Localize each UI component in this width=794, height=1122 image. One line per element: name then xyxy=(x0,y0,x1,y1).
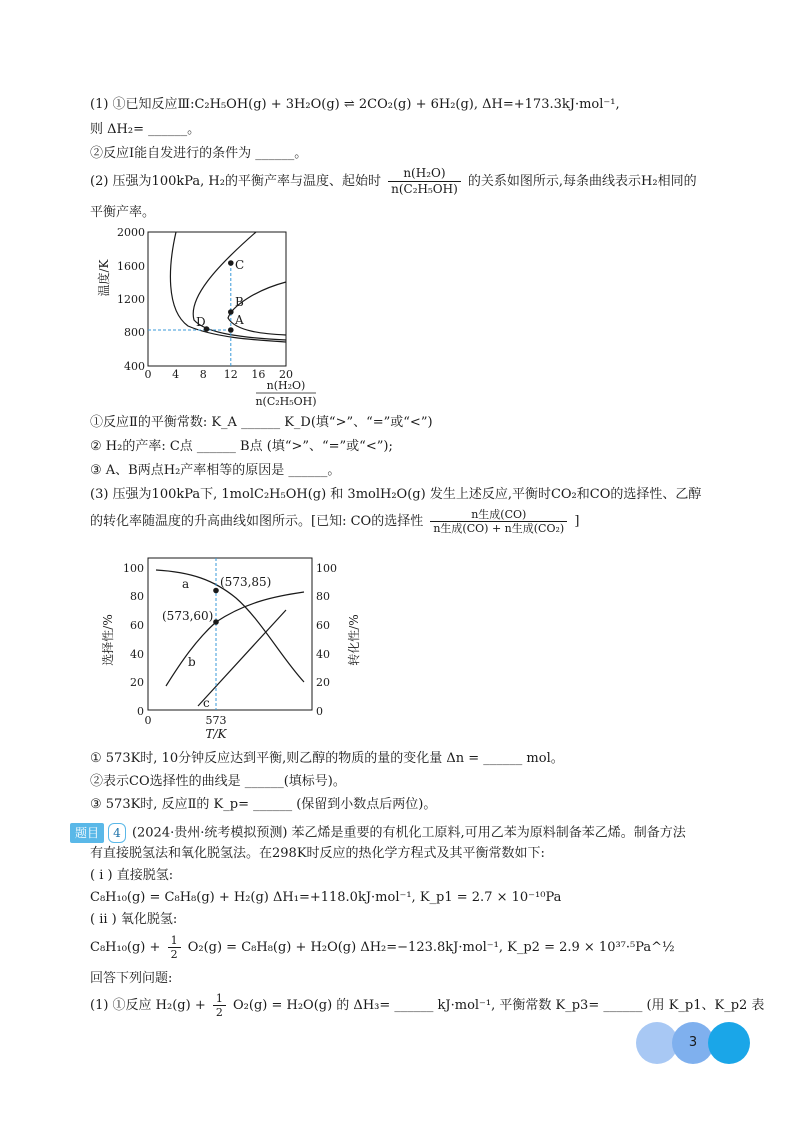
chart2-label-a: a xyxy=(182,577,190,591)
q2-sub-1: ①反应Ⅱ的平衡常数: K_A ______ K_D(填“>”、“=”或“<”) xyxy=(90,415,433,430)
chart2-ytick-right: 0 xyxy=(316,705,323,718)
chart2-ytick-left: 0 xyxy=(137,705,144,718)
ratio-num: n(H₂O) xyxy=(388,166,461,182)
chart2-ylabel-left: 选择性/% xyxy=(101,614,115,666)
q1-line-3: ②反应Ⅰ能自发进行的条件为 ______。 xyxy=(90,146,308,161)
eq2-half xyxy=(168,934,181,961)
q1-part-b: O₂(g) = H₂O(g) 的 ΔH₃= ______ kJ·mol⁻¹, 平衡常数 K_p3= ______ (用 K_p1、K_p2 表 xyxy=(233,998,765,1013)
chart1-point-b xyxy=(228,309,234,315)
chart1-ytick: 400 xyxy=(124,360,145,373)
chart2-xtick-0: 0 xyxy=(144,714,152,727)
chart1-ytick: 1200 xyxy=(117,293,145,306)
chart2-ytick-left: 80 xyxy=(130,590,144,603)
q1-part-a: (1) ①反应 H₂(g) + xyxy=(90,998,206,1013)
problem4-q1 xyxy=(90,988,764,1024)
chart1-xtick: 16 xyxy=(251,368,266,381)
q3-line-2-text: 的转化率随温度的升高曲线如图所示。[已知: CO的选择性 xyxy=(90,514,424,529)
co-selectivity-fraction xyxy=(430,508,567,535)
chart2-annot-85: (573,85) xyxy=(220,575,272,589)
chart1-curve-outer xyxy=(170,232,286,342)
chart2-point-60 xyxy=(213,619,219,625)
q3-line-2-end: ] xyxy=(574,514,580,529)
chart2-point-85 xyxy=(213,588,219,594)
q2-line-2: 平衡产率。 xyxy=(90,205,156,220)
q1-half-num: 1 xyxy=(213,992,226,1006)
chart1-ylabel: 温度/K xyxy=(97,259,111,297)
chart1-label-c: C xyxy=(235,258,245,272)
chart2-ytick-right: 80 xyxy=(316,590,330,603)
q3-line-2 xyxy=(90,502,579,542)
page-number: 3 xyxy=(688,1035,698,1050)
chart-h2-yield xyxy=(96,222,336,412)
chart1-xtick: 12 xyxy=(223,368,238,381)
chart1-label-a: A xyxy=(235,313,244,327)
problem-number: 4 xyxy=(108,823,126,843)
q1-line-2: 则 ΔH₂= ______。 xyxy=(90,122,201,137)
chart1-frame xyxy=(148,232,286,366)
q2-sub-3: ③ A、B两点H₂产率相等的原因是 ______。 xyxy=(90,463,341,478)
ratio-den: n(C₂H₅OH) xyxy=(391,182,458,196)
chart1-xtick: 8 xyxy=(199,368,207,381)
chart2-annot-60: (573,60) xyxy=(162,609,214,623)
q1-half-den: 2 xyxy=(215,1006,223,1019)
q1-line-1: (1) ①已知反应Ⅲ:C₂H₅OH(g) + 3H₂O(g) ⇌ 2CO₂(g) + 6H₂(g), ΔH=+173.3kJ·mol⁻¹, xyxy=(90,97,620,112)
chart1-xlabel-num: n(H₂O) xyxy=(266,379,306,392)
problem4-method-ii: ( ii ) 氧化脱氢: xyxy=(90,912,178,927)
problem4-eq1: C₈H₁₀(g) = C₈H₈(g) + H₂(g) ΔH₁=+118.0kJ·mol⁻¹, K_p1 = 2.7 × 10⁻¹⁰Pa xyxy=(90,890,562,905)
chart1-label-b: B xyxy=(235,295,244,309)
chart1-xtick: 0 xyxy=(144,368,152,381)
chart2-ytick-left: 100 xyxy=(123,562,144,575)
chart2-ytick-right: 60 xyxy=(316,619,330,632)
half-num: 1 xyxy=(168,934,181,948)
q2-intro-a: (2) 压强为100kPa, H₂的平衡产率与温度、起始时 xyxy=(90,174,381,189)
chart1-ytick: 800 xyxy=(124,326,145,339)
chart1-xtick: 4 xyxy=(172,368,180,381)
chart2-xlabel: T/K xyxy=(205,727,227,741)
chart2-label-b: b xyxy=(188,655,196,669)
problem4-eq2 xyxy=(90,930,675,966)
q3-sub-2: ②表示CO选择性的曲线是 ______(填标号)。 xyxy=(90,774,346,789)
eq2-part-a: C₈H₁₀(g) + xyxy=(90,940,161,955)
ratio-fraction xyxy=(388,166,461,197)
eq2-part-b: O₂(g) = C₈H₈(g) + H₂O(g) ΔH₂=−123.8kJ·mol⁻¹, K_p2 = 2.9 × 10³⁷·⁵Pa^½ xyxy=(187,940,675,955)
q2-intro-b: 的关系如图所示,每条曲线表示H₂相同的 xyxy=(467,174,697,189)
chart2-curve-c xyxy=(198,610,286,706)
chart2-label-c: c xyxy=(203,696,210,710)
chart-selectivity-conversion xyxy=(96,552,376,746)
chart2-ytick-left: 40 xyxy=(130,648,144,661)
chart1-label-d: D xyxy=(196,315,206,329)
chart2-ylabel-right: 转化性/% xyxy=(347,614,361,666)
chart2-ytick-left: 20 xyxy=(130,676,144,689)
page-circle-right xyxy=(708,1022,750,1064)
problem4-line-2: 有直接脱氢法和氧化脱氢法。在298K时反应的热化学方程式及其平衡常数如下: xyxy=(90,846,545,861)
chart1-xtick: 20 xyxy=(279,368,293,381)
chart1-ytick: 1600 xyxy=(117,260,145,273)
problem4-method-i: ( i ) 直接脱氢: xyxy=(90,868,174,883)
chart2-ytick-right: 40 xyxy=(316,648,330,661)
half-den: 2 xyxy=(170,948,178,961)
chart2-ytick-right: 100 xyxy=(316,562,337,575)
chart2-yticks-left xyxy=(123,562,144,718)
q3-sub-3: ③ 573K时, 反应Ⅱ的 K_p= ______ (保留到小数点后两位)。 xyxy=(90,797,437,812)
chart2-ytick-right: 20 xyxy=(316,676,330,689)
co-sel-num: n生成(CO) xyxy=(430,508,567,522)
problem-badge: 题目 xyxy=(70,823,104,843)
chart2-curve-b xyxy=(166,592,304,686)
chart2-yticks-right xyxy=(316,562,337,718)
problem4-heading xyxy=(70,823,686,843)
chart1-point-a xyxy=(228,327,234,333)
chart1-ytick: 2000 xyxy=(117,226,145,239)
chart1-yticks xyxy=(117,226,145,373)
q3-sub-1: ① 573K时, 10分钟反应达到平衡,则乙醇的物质的量的变化量 Δn = ______ mol。 xyxy=(90,751,564,766)
problem4-answer-prompt: 回答下列问题: xyxy=(90,971,173,986)
co-sel-den: n生成(CO) + n生成(CO₂) xyxy=(433,522,565,535)
q3-line-1: (3) 压强为100kPa下, 1molC₂H₅OH(g) 和 3molH₂O(g) 发生上述反应,平衡时CO₂和CO的选择性、乙醇 xyxy=(90,487,702,502)
chart1-point-c xyxy=(228,260,234,266)
problem4-text: (2024·贵州·统考模拟预测) 苯乙烯是重要的有机化工原料,可用乙苯为原料制备苯乙烯。制备方法 xyxy=(131,825,686,841)
chart2-xtick-573: 573 xyxy=(205,714,227,727)
chart1-xlabel-den: n(C₂H₅OH) xyxy=(255,395,317,408)
q2-sub-2: ② H₂的产率: C点 ______ B点 (填“>”、“=”或“<”); xyxy=(90,439,393,454)
page-indicator xyxy=(636,1022,750,1064)
chart2-ytick-left: 60 xyxy=(130,619,144,632)
q2-intro xyxy=(90,165,697,199)
q1-half xyxy=(213,992,226,1019)
